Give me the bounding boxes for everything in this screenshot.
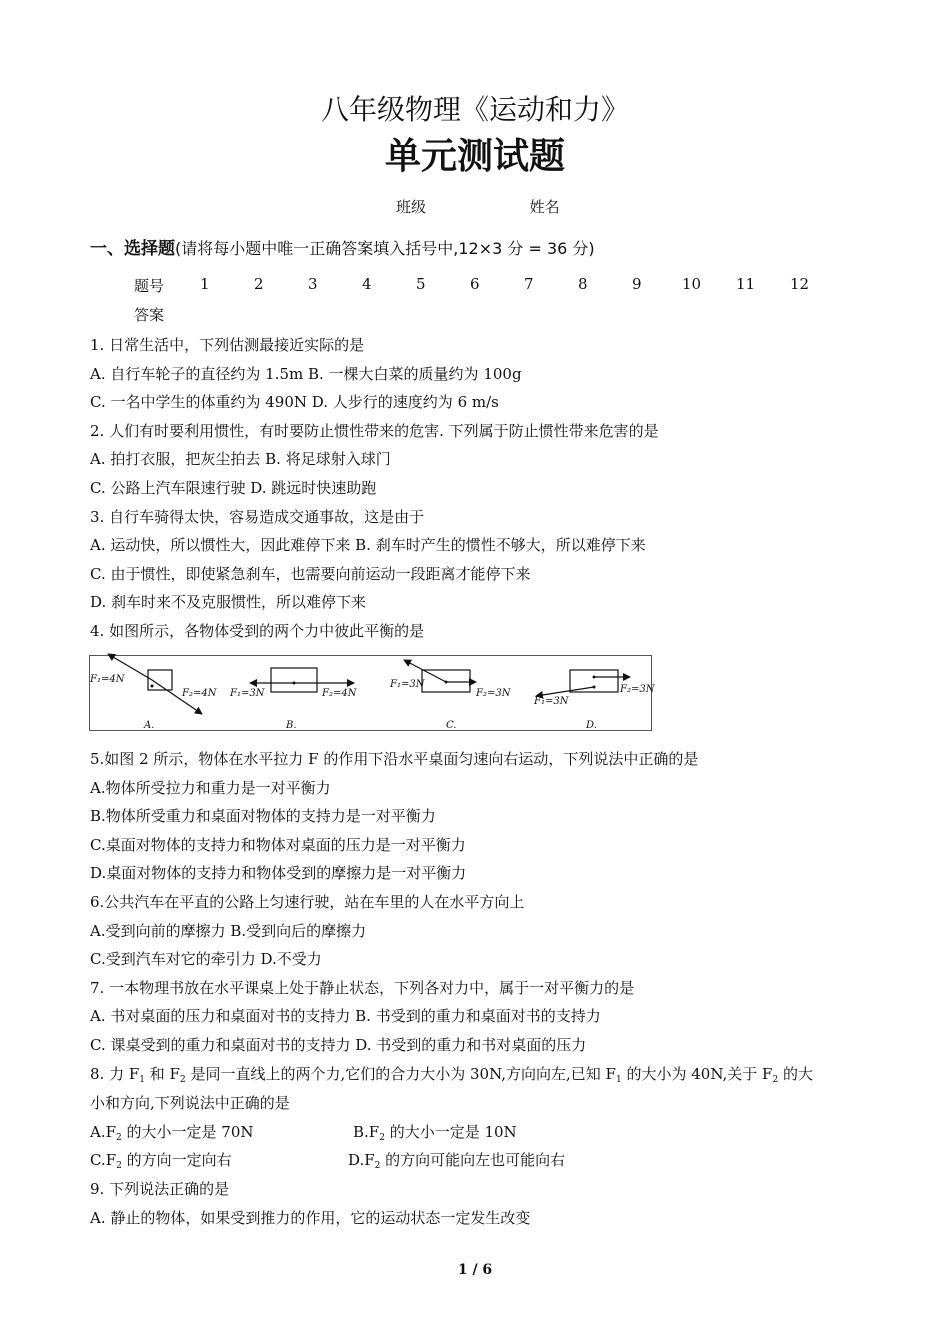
section-heading xyxy=(90,234,595,259)
q6-stem: 6.公共汽车在平直的公路上匀速行驶，站在车里的人在水平方向上 xyxy=(90,893,525,911)
q9-stem: 9. 下列说法正确的是 xyxy=(90,1180,230,1198)
q5-option-a: A.物体所受拉力和重力是一对平衡力 xyxy=(90,779,331,797)
section-instruction: (请将每小题中唯一正确答案填入括号中,12×3 分 = 36 分) xyxy=(175,239,595,258)
q8-sub: 2 xyxy=(772,1075,779,1085)
q3-option-d: D. 刹车时来不及克服惯性，所以难停下来 xyxy=(90,593,367,611)
q7-options-ab: A. 书对桌面的压力和桌面对书的支持力 B. 书受到的重力和桌面对书的支持力 xyxy=(90,1007,601,1025)
q8-c-text: C.F xyxy=(90,1151,117,1169)
q7-options-cd: C. 课桌受到的重力和桌面对书的支持力 D. 书受到的重力和书对桌面的压力 xyxy=(90,1036,587,1054)
q1-options-cd: C. 一名中学生的体重约为 490N D. 人步行的速度约为 6 m/s xyxy=(90,393,499,411)
q9-option-a: A. 静止的物体，如果受到推力的作用，它的运动状态一定发生改变 xyxy=(90,1209,531,1227)
label-b: B. xyxy=(286,720,297,731)
q8-d-text: D.F xyxy=(348,1151,375,1169)
name-label: 姓名 xyxy=(529,198,560,216)
q1-options-ab: A. 自行车轮子的直径约为 1.5m B. 一棵大白菜的质量约为 100g xyxy=(90,365,522,383)
class-name-line xyxy=(396,196,560,217)
q8-c-text: 的方向一定向右 xyxy=(121,1151,232,1169)
label-a-f2: F₂=4N xyxy=(182,688,217,699)
page-number: 1 / 6 xyxy=(457,1262,493,1278)
force-diagrams xyxy=(90,656,655,731)
q8-stem-line2: 小和方向,下列说法中正确的是 xyxy=(90,1094,290,1112)
answer-number: 6 xyxy=(470,275,480,293)
q8-text: 是同一直线上的两个力,它们的合力大小为 30N,方向向左,已知 F xyxy=(185,1065,616,1083)
q7-stem: 7. 一本物理书放在水平课桌上处于静止状态，下列各对力中，属于一对平衡力的是 xyxy=(90,979,635,997)
label-d-f1: F₁=3N xyxy=(534,696,569,707)
label-d-f2: F₂=3N xyxy=(620,684,655,695)
q3-option-c: C. 由于惯性，即使紧急刹车，也需要向前运动一段距离才能停下来 xyxy=(90,565,531,583)
q8-a-sub: 2 xyxy=(116,1133,122,1143)
q8-sub: 1 xyxy=(615,1075,622,1085)
q4-stem: 4. 如图所示，各物体受到的两个力中彼此平衡的是 xyxy=(90,622,425,640)
q2-options-cd: C. 公路上汽车限速行驶 D. 跳远时快速助跑 xyxy=(90,479,377,497)
label-d: D. xyxy=(586,720,597,731)
force-diagram-figure xyxy=(89,655,655,731)
q5-option-c: C.桌面对物体的支持力和物体对桌面的压力是一对平衡力 xyxy=(90,836,466,854)
answer-number: 11 xyxy=(736,275,756,293)
label-a-f1: F₁=4N xyxy=(90,674,125,685)
answer-number: 9 xyxy=(632,275,642,293)
q2-options-ab: A. 拍打衣服，把灰尘拍去 B. 将足球射入球门 xyxy=(90,450,391,468)
label-c-f1: F₁=3N xyxy=(390,679,425,690)
answer-number: 3 xyxy=(308,275,318,293)
answer-number: 1 xyxy=(200,275,210,293)
q8-option-a xyxy=(90,1121,254,1143)
q8-text: 和 F xyxy=(145,1065,180,1083)
q5-option-d: D.桌面对物体的支持力和物体受到的摩擦力是一对平衡力 xyxy=(90,864,467,882)
q2-stem: 2. 人们有时要利用惯性，有时要防止惯性带来的危害. 下列属于防止惯性带来危害的是 xyxy=(90,422,659,440)
q6-options-ab: A.受到向前的摩擦力 B.受到向后的摩擦力 xyxy=(90,922,367,940)
q8-text: 8. 力 F xyxy=(90,1065,140,1083)
q8-stem xyxy=(90,1063,813,1085)
answer-number: 8 xyxy=(578,275,588,293)
q8-text: 的大小为 40N,关于 F xyxy=(621,1065,773,1083)
q8-b-sub: 2 xyxy=(379,1133,385,1143)
label-b-f1: F₁=3N xyxy=(230,688,265,699)
label-c: C. xyxy=(446,720,457,731)
q3-stem: 3. 自行车骑得太快，容易造成交通事故，这是由于 xyxy=(90,508,425,526)
q6-options-cd: C.受到汽车对它的牵引力 D.不受力 xyxy=(90,950,322,968)
label-b-f2: F₂=4N xyxy=(322,688,357,699)
q8-d-sub: 2 xyxy=(374,1161,381,1171)
q8-sub: 1 xyxy=(139,1075,145,1085)
diagram-d xyxy=(536,670,630,696)
q3-options-ab: A. 运动快，所以惯性大，因此难停下来 B. 刹车时产生的惯性不够大，所以难停下来 xyxy=(90,536,646,554)
q8-a-text: 的大小一定是 70N xyxy=(121,1123,254,1141)
class-label: 班级 xyxy=(396,198,427,216)
row-label-number: 题号 xyxy=(134,277,165,295)
q8-d-text: 的方向可能向左也可能向右 xyxy=(380,1151,566,1169)
title-line2: 单元测试题 xyxy=(384,136,565,177)
q8-b-text: 的大小一定是 10N xyxy=(384,1123,517,1141)
answer-number: 7 xyxy=(524,275,534,293)
q5-option-b: B.物体所受重力和桌面对物体的支持力是一对平衡力 xyxy=(90,807,436,825)
q8-c-sub: 2 xyxy=(116,1161,122,1171)
label-c-f2: F₂=3N xyxy=(476,688,511,699)
answer-number: 4 xyxy=(362,275,372,293)
answer-number: 10 xyxy=(682,275,702,293)
q8-sub: 2 xyxy=(179,1075,186,1085)
label-a: A. xyxy=(144,720,155,731)
q8-option-d xyxy=(348,1149,565,1171)
answer-number: 2 xyxy=(254,275,264,293)
section-title: 一、选择题 xyxy=(90,239,175,259)
answer-number: 12 xyxy=(790,275,810,293)
q5-stem: 5.如图 2 所示，物体在水平拉力 F 的作用下沿水平桌面匀速向右运动，下列说法中正确的是 xyxy=(90,750,699,768)
q8-option-b xyxy=(353,1121,517,1143)
q8-text: 的大 xyxy=(778,1065,813,1083)
q8-b-text: B.F xyxy=(353,1123,380,1141)
answer-number: 5 xyxy=(416,275,426,293)
title-line1: 八年级物理《运动和力》 xyxy=(320,93,629,126)
q8-option-c xyxy=(90,1149,232,1171)
row-label-answer: 答案 xyxy=(134,306,165,324)
q8-a-text: A.F xyxy=(90,1123,117,1141)
q1-stem: 1. 日常生活中，下列估测最接近实际的是 xyxy=(90,336,365,354)
